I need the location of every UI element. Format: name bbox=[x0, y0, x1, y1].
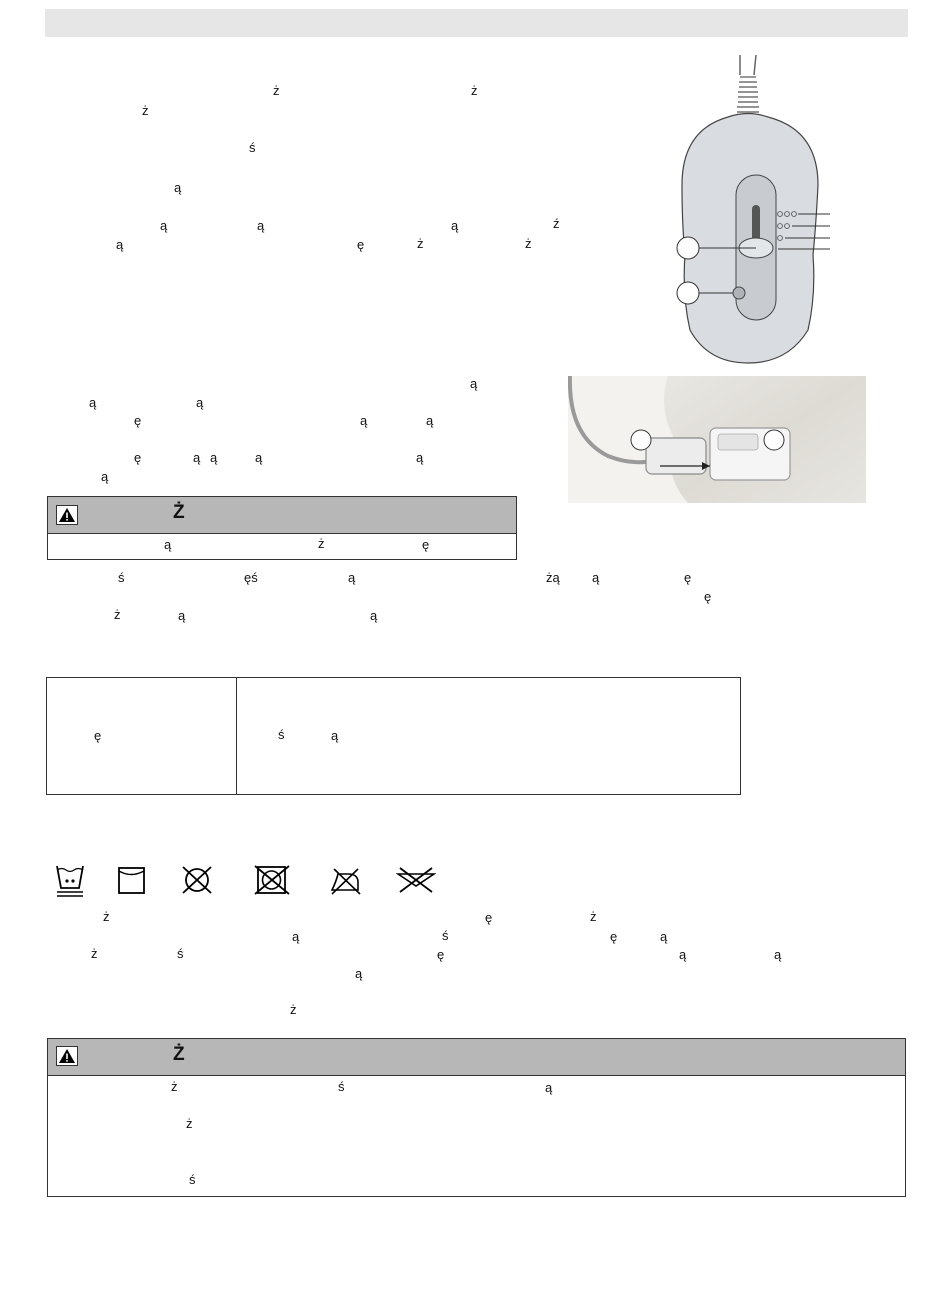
char: ą bbox=[426, 413, 434, 428]
char: ą bbox=[348, 570, 356, 585]
char: ą bbox=[451, 218, 459, 233]
char: ą bbox=[331, 728, 339, 743]
char: ę bbox=[422, 537, 430, 552]
char: ą bbox=[416, 450, 424, 465]
header-bar bbox=[45, 9, 908, 37]
table-divider bbox=[236, 678, 237, 794]
char: ą bbox=[101, 469, 109, 484]
no-tumble-dry-icon bbox=[253, 864, 291, 896]
char: ż bbox=[417, 236, 424, 251]
info-table bbox=[46, 677, 741, 795]
char: ż bbox=[318, 536, 325, 551]
char: żą bbox=[546, 570, 560, 585]
char: ą bbox=[355, 966, 363, 981]
char: ą bbox=[292, 929, 300, 944]
char: ę bbox=[94, 728, 102, 743]
connector-photo bbox=[568, 376, 866, 503]
char: ą bbox=[592, 570, 600, 585]
warning-header-1 bbox=[48, 497, 516, 534]
warning-header-2 bbox=[48, 1039, 905, 1076]
char: ę bbox=[704, 589, 712, 604]
char: ą bbox=[660, 929, 668, 944]
char: ą bbox=[679, 947, 687, 962]
no-bleach-icon bbox=[181, 865, 215, 895]
char: ą bbox=[470, 376, 478, 391]
char: ę bbox=[134, 413, 142, 428]
char: ą bbox=[160, 218, 168, 233]
char: ą bbox=[545, 1080, 553, 1095]
char: ś bbox=[177, 946, 184, 961]
char: ż bbox=[525, 236, 532, 251]
char: ż bbox=[142, 103, 149, 118]
warning-box-2 bbox=[47, 1038, 906, 1197]
char: ż bbox=[471, 83, 478, 98]
char: ś bbox=[442, 928, 449, 943]
char: ęś bbox=[244, 570, 258, 585]
char: ż bbox=[171, 1079, 178, 1094]
char: ą bbox=[116, 237, 124, 252]
char: ż bbox=[186, 1116, 193, 1131]
char: ę bbox=[357, 237, 365, 252]
no-iron-icon bbox=[328, 866, 364, 896]
warning-box-1 bbox=[47, 496, 517, 560]
char: ę bbox=[134, 450, 142, 465]
char: ą bbox=[164, 537, 172, 552]
char: ą bbox=[255, 450, 263, 465]
char: ą bbox=[89, 395, 97, 410]
char: ą bbox=[360, 413, 368, 428]
warning-title-1: Ż bbox=[173, 502, 185, 523]
char: ź bbox=[553, 216, 560, 231]
char: ż bbox=[590, 909, 597, 924]
char: ą bbox=[774, 947, 782, 962]
warning-icon bbox=[56, 505, 78, 525]
char: ą bbox=[178, 608, 186, 623]
char: ą bbox=[174, 180, 182, 195]
warning-title-2: Ż bbox=[173, 1044, 185, 1065]
char: ż bbox=[273, 83, 280, 98]
char: ż bbox=[114, 607, 121, 622]
char: ś bbox=[278, 727, 285, 742]
char: ś bbox=[338, 1079, 345, 1094]
char: ą bbox=[210, 450, 218, 465]
char: ś bbox=[249, 140, 256, 155]
char: ą bbox=[257, 218, 265, 233]
char: ż bbox=[91, 946, 98, 961]
controller-illustration bbox=[668, 55, 838, 365]
char: ą bbox=[193, 450, 201, 465]
char: ą bbox=[196, 395, 204, 410]
char: ś bbox=[189, 1172, 196, 1187]
tumble-dry-icon bbox=[117, 866, 147, 896]
char: ż bbox=[290, 1002, 297, 1017]
char: ę bbox=[485, 910, 493, 925]
char: ż bbox=[103, 909, 110, 924]
char: ę bbox=[437, 947, 445, 962]
char: ę bbox=[684, 570, 692, 585]
char: ą bbox=[370, 608, 378, 623]
char: ę bbox=[610, 929, 618, 944]
no-dry-clean-icon bbox=[396, 866, 436, 894]
wash-30-hand-icon bbox=[54, 863, 86, 899]
warning-icon bbox=[56, 1046, 78, 1066]
char: ś bbox=[118, 570, 125, 585]
